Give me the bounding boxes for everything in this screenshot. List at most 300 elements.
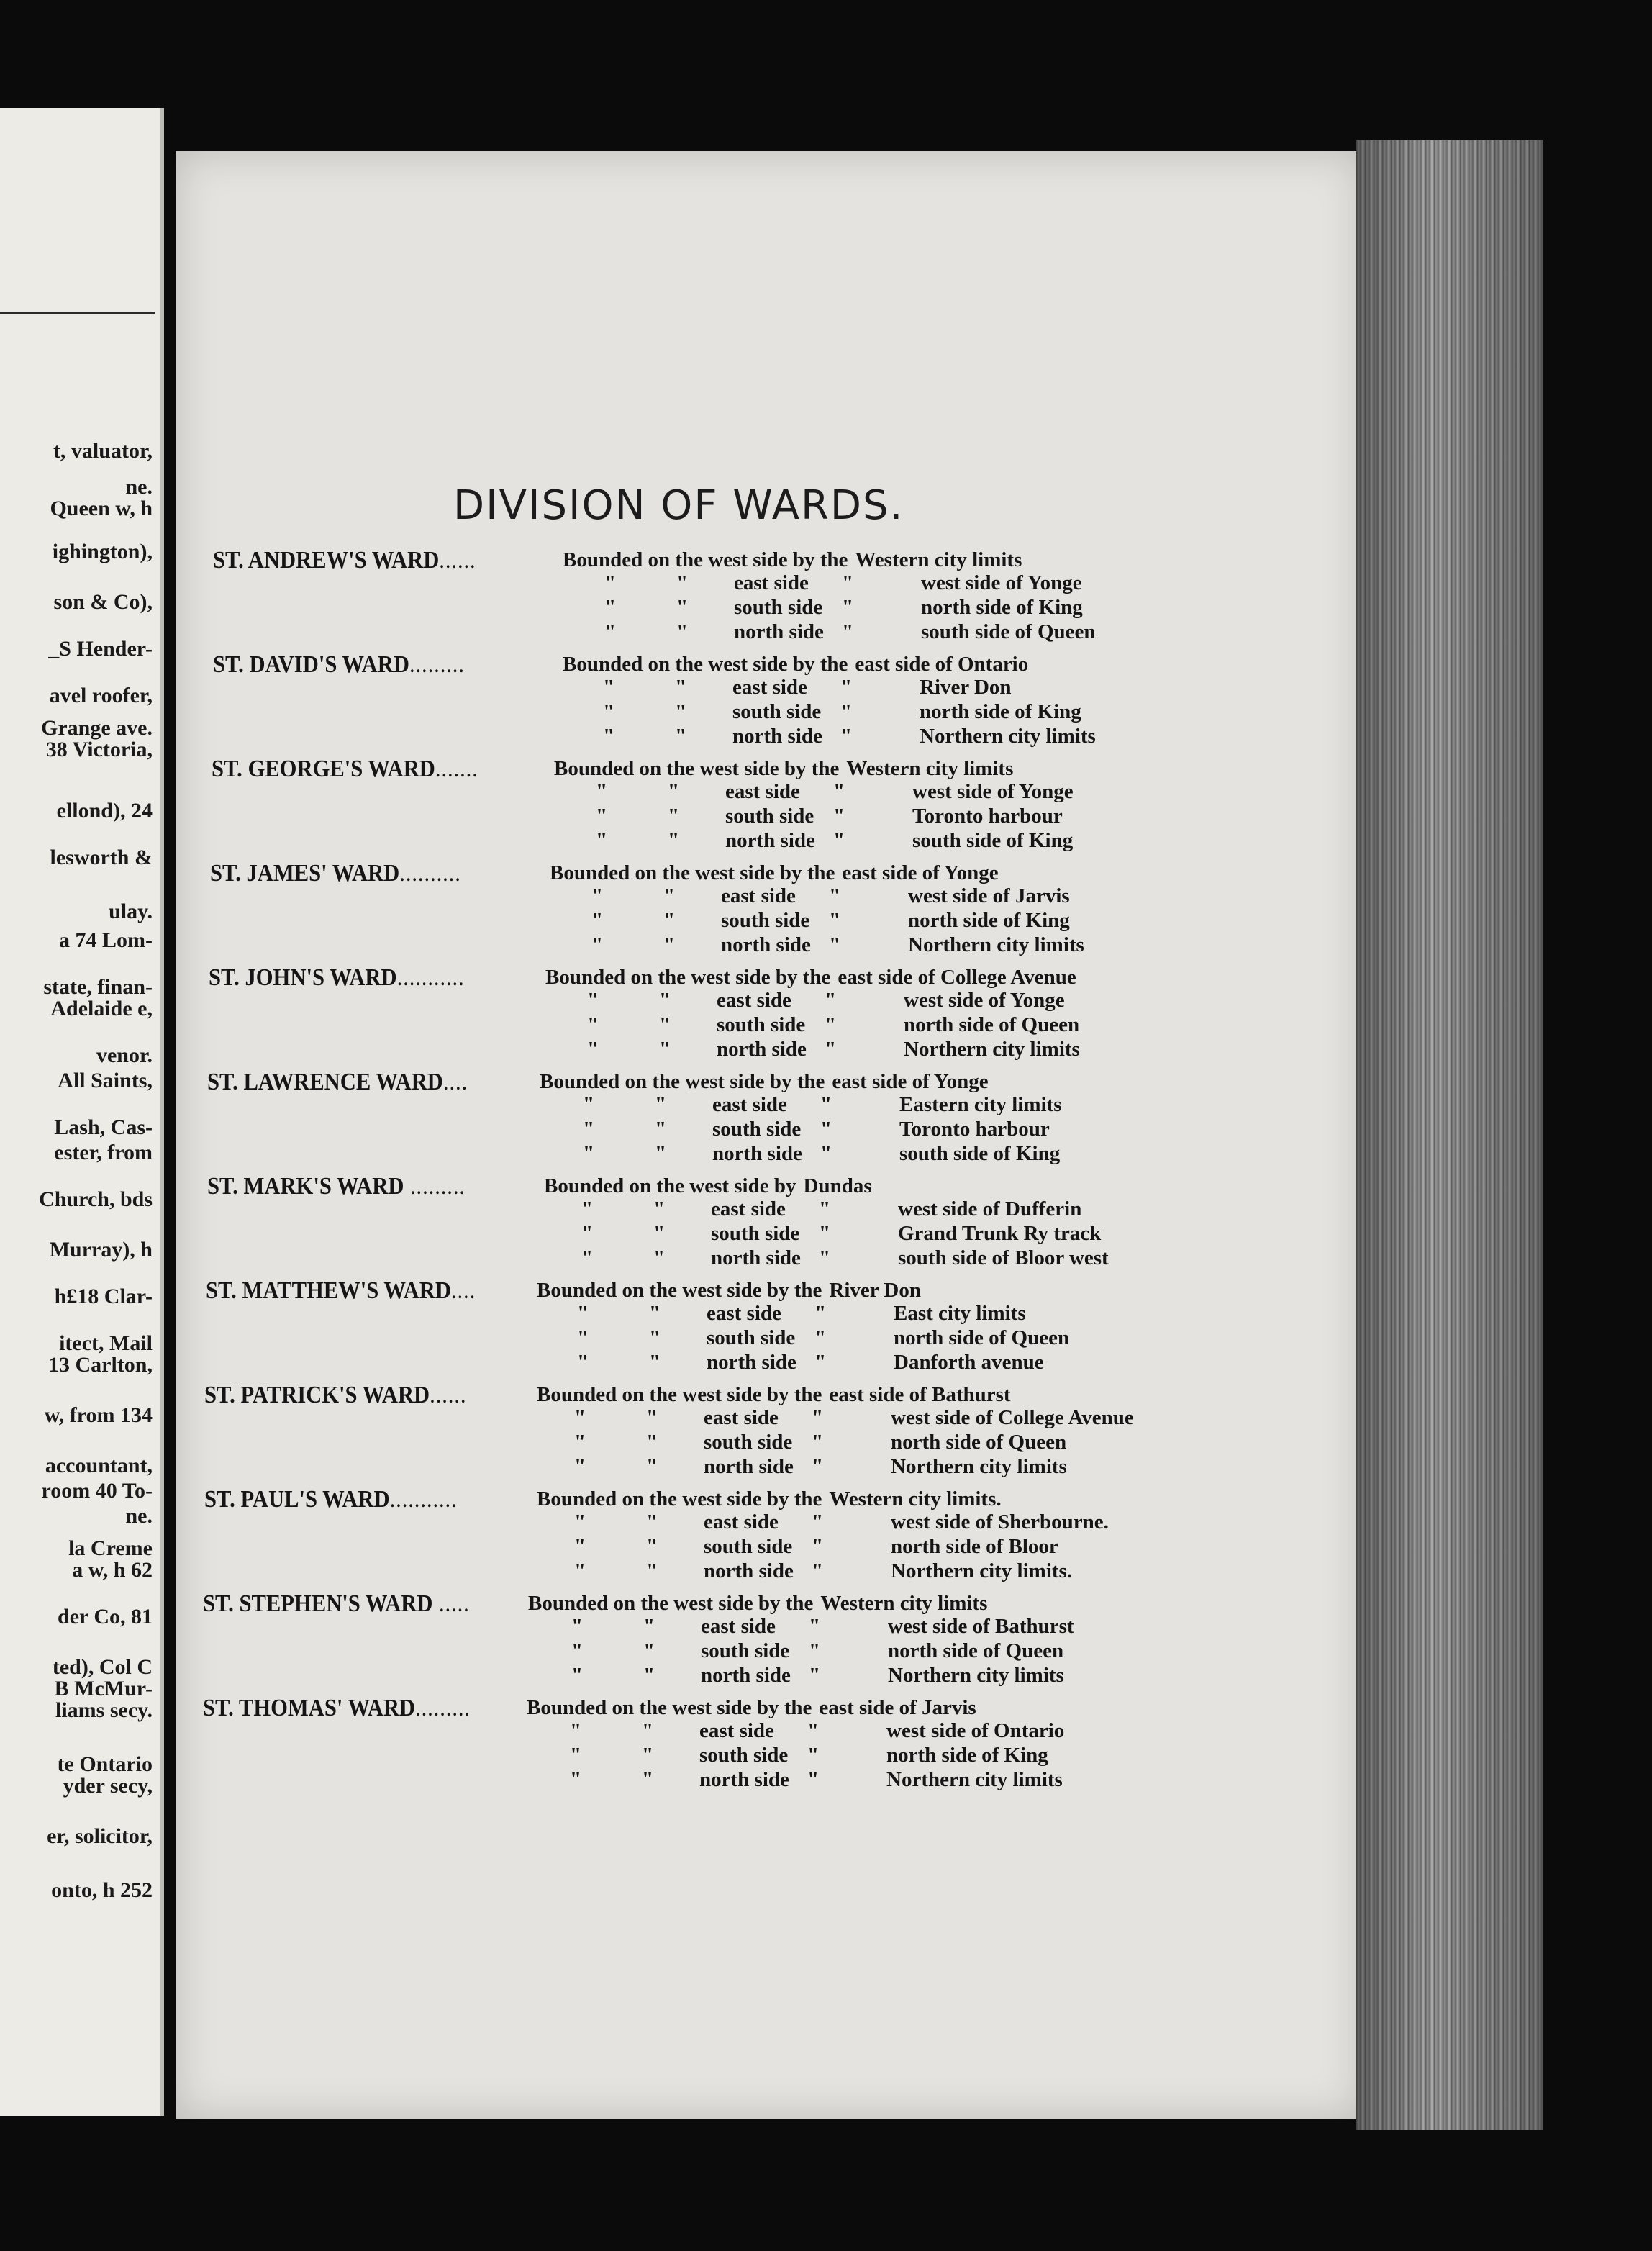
- side-label: south side: [711, 1222, 800, 1245]
- boundary-row: [0, 1719, 1367, 1744]
- boundary-value: north side of Queen: [891, 1431, 1067, 1454]
- side-label: south side: [725, 805, 814, 828]
- boundary-limit: Western city limits.: [829, 1487, 1002, 1511]
- ward-name: [204, 1382, 466, 1409]
- ward-name: [203, 1590, 470, 1618]
- boundary-row: [0, 596, 1367, 620]
- ditto-mark: ": [646, 1535, 658, 1558]
- ditto-mark: ": [581, 1222, 594, 1245]
- boundary-row: [0, 1246, 1367, 1271]
- side-label: north side: [725, 829, 815, 852]
- ward-name-text: ST. LAWRENCE WARD: [207, 1069, 443, 1095]
- boundary-value: Northern city limits: [888, 1664, 1064, 1687]
- side-label: east side: [704, 1511, 779, 1534]
- left-page-line: state, finan-: [43, 975, 153, 999]
- ward-leader-dots: ....: [450, 1277, 476, 1304]
- page-title: DIVISION OF WARDS.: [453, 482, 904, 529]
- ditto-mark: ": [833, 805, 845, 828]
- ward-name: [209, 964, 465, 992]
- boundary-value: north side of King: [921, 596, 1083, 619]
- boundary-value: East city limits: [894, 1302, 1026, 1325]
- ditto-mark: ": [812, 1511, 824, 1534]
- ditto-mark: ": [676, 620, 689, 643]
- ditto-mark: ": [842, 596, 854, 619]
- left-page-line: lesworth &: [50, 846, 153, 869]
- boundary-value: north side of King: [908, 909, 1070, 932]
- boundary-value: north side of Queen: [888, 1639, 1064, 1662]
- ditto-mark: ": [819, 1222, 831, 1245]
- ward-name-text: ST. JAMES' WARD: [210, 860, 400, 887]
- ward-name: [203, 1695, 471, 1722]
- ward-name: [207, 1069, 468, 1096]
- ward-leader-dots: ...........: [396, 964, 465, 991]
- side-label: east side: [725, 780, 800, 803]
- ditto-mark: ": [812, 1535, 824, 1558]
- left-page-line: 38 Victoria,: [45, 738, 153, 761]
- ditto-mark: ": [583, 1093, 595, 1116]
- boundary-value: west side of Yonge: [912, 780, 1074, 803]
- side-label: south side: [734, 596, 823, 619]
- ditto-mark: ": [642, 1744, 654, 1767]
- ditto-mark: ": [649, 1302, 661, 1325]
- ditto-mark: ": [820, 1118, 832, 1141]
- ditto-mark: ": [820, 1142, 832, 1165]
- left-page-line: ne.: [125, 475, 153, 499]
- left-page-line: ne.: [125, 1504, 153, 1528]
- ward-name-text: ST. GEORGE'S WARD: [212, 756, 435, 782]
- left-page-line: w, from 134: [44, 1403, 153, 1427]
- left-page-line: onto, h 252: [51, 1878, 153, 1902]
- left-page-line: B McMur-: [54, 1677, 153, 1700]
- ditto-mark: ": [807, 1768, 820, 1791]
- ditto-mark: ": [646, 1406, 658, 1429]
- ditto-mark: ": [819, 1246, 831, 1269]
- left-page-line: ted), Col C: [52, 1655, 153, 1679]
- ward-name-text: ST. MARK'S WARD: [207, 1173, 404, 1200]
- boundary-row: [0, 1351, 1367, 1375]
- boundary-value: north side of King: [920, 700, 1081, 723]
- ditto-mark: ": [642, 1768, 654, 1791]
- ditto-mark: ": [571, 1615, 584, 1638]
- boundary-value: Danforth avenue: [894, 1351, 1044, 1374]
- ditto-mark: ": [819, 1197, 831, 1220]
- boundary-limit: River Don: [829, 1279, 921, 1302]
- left-page-line: room 40 To-: [41, 1479, 153, 1503]
- left-page-line: te Ontario: [57, 1752, 153, 1776]
- boundary-row: [0, 1535, 1367, 1559]
- side-label: south side: [704, 1535, 793, 1558]
- boundary-row: [0, 700, 1367, 725]
- ward-name: [204, 1486, 458, 1513]
- ward-leader-dots: .........: [404, 1173, 466, 1200]
- boundary-row: [0, 1013, 1367, 1038]
- side-label: south side: [699, 1744, 789, 1767]
- left-page-line: _S Hender-: [48, 637, 153, 661]
- boundary-value: west side of Yonge: [921, 571, 1082, 594]
- ward-entry: [0, 1486, 1367, 1590]
- ward-name-text: ST. JOHN'S WARD: [209, 964, 397, 991]
- side-label: east side: [704, 1406, 779, 1429]
- ditto-mark: ": [604, 571, 617, 594]
- ditto-mark: ": [653, 1222, 666, 1245]
- ditto-mark: ": [840, 725, 853, 748]
- boundary-row: [0, 1455, 1367, 1480]
- side-label: north side: [717, 1038, 807, 1061]
- ditto-mark: ": [825, 1013, 837, 1036]
- ditto-mark: ": [591, 933, 604, 956]
- boundary-value: west side of College Avenue: [891, 1406, 1134, 1429]
- boundary-row: [0, 989, 1367, 1013]
- boundary-row: [0, 1093, 1367, 1118]
- boundary-value: Northern city limits: [908, 933, 1084, 956]
- ditto-mark: ": [603, 676, 615, 699]
- boundary-row: [0, 1222, 1367, 1246]
- boundary-limit: east side of Yonge: [842, 861, 999, 884]
- boundary-value: west side of Dufferin: [898, 1197, 1082, 1220]
- ward-leader-dots: .........: [409, 651, 465, 678]
- side-label: east side: [732, 676, 807, 699]
- side-label: north side: [701, 1664, 791, 1687]
- side-label: east side: [734, 571, 809, 594]
- boundary-row: [0, 1511, 1367, 1535]
- ditto-mark: ": [812, 1406, 824, 1429]
- boundary-text: Bounded on the west side by the: [563, 653, 848, 676]
- ditto-mark: ": [809, 1615, 821, 1638]
- side-label: north side: [711, 1246, 801, 1269]
- side-label: north side: [699, 1768, 789, 1791]
- ward-name-text: ST. STEPHEN'S WARD: [203, 1590, 433, 1617]
- boundary-row: [0, 884, 1367, 909]
- left-page-line: avel roofer,: [49, 684, 153, 707]
- left-page-line: der Co, 81: [58, 1605, 153, 1629]
- boundary-value: Northern city limits.: [891, 1559, 1073, 1582]
- boundary-value: Grand Trunk Ry track: [898, 1222, 1102, 1245]
- ditto-mark: ": [574, 1455, 586, 1478]
- ward-boundary-west: [528, 1592, 987, 1616]
- boundary-row: [0, 1197, 1367, 1222]
- ditto-mark: ": [663, 933, 676, 956]
- ditto-mark: ": [603, 700, 615, 723]
- ditto-mark: ": [676, 596, 689, 619]
- ditto-mark: ": [663, 909, 676, 932]
- side-label: south side: [707, 1326, 796, 1349]
- boundary-value: west side of Jarvis: [908, 884, 1070, 907]
- side-label: south side: [701, 1639, 790, 1662]
- boundary-row: [0, 1744, 1367, 1768]
- ward-entry: [0, 1069, 1367, 1173]
- ditto-mark: ": [581, 1197, 594, 1220]
- left-page-line: All Saints,: [58, 1069, 153, 1092]
- left-page-line: Murray), h: [49, 1238, 153, 1262]
- ditto-mark: ": [574, 1511, 586, 1534]
- ditto-mark: ": [659, 1013, 671, 1036]
- side-label: east side: [712, 1093, 787, 1116]
- boundary-row: [0, 1639, 1367, 1664]
- side-label: south side: [721, 909, 810, 932]
- boundary-text: Bounded on the west side by the: [563, 548, 848, 571]
- ditto-mark: ": [655, 1118, 667, 1141]
- ditto-mark: ": [829, 909, 841, 932]
- ditto-mark: ": [587, 1013, 599, 1036]
- left-page-line: a w, h 62: [72, 1558, 153, 1582]
- boundary-value: north side of Queen: [894, 1326, 1070, 1349]
- ditto-mark: ": [571, 1664, 584, 1687]
- side-label: south side: [717, 1013, 806, 1036]
- boundary-value: north side of King: [886, 1744, 1048, 1767]
- ditto-mark: ": [596, 780, 608, 803]
- ditto-mark: ": [807, 1719, 820, 1742]
- left-page-line: ester, from: [54, 1141, 153, 1164]
- boundary-value: south side of Bloor west: [898, 1246, 1109, 1269]
- ditto-mark: ": [603, 725, 615, 748]
- ditto-mark: ": [659, 989, 671, 1012]
- ditto-mark: ": [643, 1664, 655, 1687]
- boundary-value: south side of King: [912, 829, 1074, 852]
- boundary-row: [0, 933, 1367, 958]
- ditto-mark: ": [570, 1768, 582, 1791]
- ward-boundary-west: [544, 1174, 872, 1198]
- boundary-value: south side of King: [899, 1142, 1061, 1165]
- ward-entry: [0, 1382, 1367, 1486]
- boundary-value: west side of Yonge: [904, 989, 1065, 1012]
- side-label: north side: [732, 725, 822, 748]
- side-label: east side: [711, 1197, 786, 1220]
- ward-boundary-west: [563, 548, 1022, 572]
- left-page-line: venor.: [96, 1043, 153, 1067]
- ditto-mark: ": [812, 1455, 824, 1478]
- ditto-mark: ": [649, 1351, 661, 1374]
- side-label: north side: [734, 620, 824, 643]
- ditto-mark: ": [591, 884, 604, 907]
- left-page-line: 13 Carlton,: [48, 1353, 153, 1377]
- side-label: east side: [699, 1719, 774, 1742]
- ward-name: [207, 1173, 466, 1200]
- boundary-row: [0, 1615, 1367, 1639]
- side-label: north side: [712, 1142, 802, 1165]
- ward-name: [212, 756, 478, 783]
- ditto-mark: ": [814, 1302, 827, 1325]
- side-label: east side: [717, 989, 791, 1012]
- ward-entry: [0, 651, 1367, 756]
- ditto-mark: ": [814, 1351, 827, 1374]
- ditto-mark: ": [591, 909, 604, 932]
- ditto-mark: ": [646, 1511, 658, 1534]
- ditto-mark: ": [570, 1744, 582, 1767]
- ditto-mark: ": [833, 780, 845, 803]
- boundary-text: Bounded on the west side by the: [550, 861, 835, 884]
- ward-entry: [0, 1695, 1367, 1799]
- ditto-mark: ": [604, 620, 617, 643]
- ditto-mark: ": [653, 1246, 666, 1269]
- ditto-mark: ": [842, 620, 854, 643]
- ward-boundary-west: [554, 757, 1013, 781]
- ditto-mark: ": [829, 884, 841, 907]
- boundary-limit: east side of Ontario: [855, 653, 1029, 676]
- boundary-limit: east side of Bathurst: [829, 1383, 1011, 1406]
- ward-boundary-west: [563, 653, 1028, 676]
- ditto-mark: ": [809, 1664, 821, 1687]
- boundary-row: [0, 1326, 1367, 1351]
- page-edge: [1356, 140, 1543, 2130]
- boundary-row: [0, 1142, 1367, 1167]
- ditto-mark: ": [574, 1559, 586, 1582]
- boundary-value: Northern city limits: [920, 725, 1096, 748]
- ditto-mark: ": [840, 676, 853, 699]
- boundary-text: Bounded on the west side by the: [527, 1696, 812, 1719]
- boundary-row: [0, 909, 1367, 933]
- ditto-mark: ": [812, 1431, 824, 1454]
- ditto-mark: ": [577, 1302, 589, 1325]
- boundary-text: Bounded on the west side by the: [537, 1487, 822, 1511]
- ward-boundary-west: [550, 861, 999, 885]
- ditto-mark: ": [675, 676, 687, 699]
- boundary-limit: Western city limits: [820, 1592, 988, 1615]
- ditto-mark: ": [581, 1246, 594, 1269]
- left-page-line: itect, Mail: [59, 1331, 153, 1355]
- side-label: east side: [721, 884, 796, 907]
- boundary-row: [0, 1768, 1367, 1793]
- ditto-mark: ": [596, 805, 608, 828]
- ditto-mark: ": [577, 1326, 589, 1349]
- ditto-mark: ": [583, 1142, 595, 1165]
- boundary-value: north side of Queen: [904, 1013, 1080, 1036]
- ward-name-text: ST. ANDREW'S WARD: [213, 547, 440, 574]
- ditto-mark: ": [649, 1326, 661, 1349]
- boundary-row: [0, 676, 1367, 700]
- boundary-row: [0, 1431, 1367, 1455]
- ditto-mark: ": [829, 933, 841, 956]
- boundary-value: River Don: [920, 676, 1012, 699]
- ward-entry: [0, 547, 1367, 651]
- left-page-line: liams secy.: [55, 1698, 153, 1722]
- ward-leader-dots: .....: [432, 1590, 470, 1617]
- side-label: south side: [732, 700, 822, 723]
- ward-leader-dots: ...........: [389, 1486, 458, 1513]
- boundary-value: Eastern city limits: [899, 1093, 1062, 1116]
- side-label: south side: [712, 1118, 802, 1141]
- ward-leader-dots: .........: [415, 1695, 471, 1721]
- ditto-mark: ": [646, 1455, 658, 1478]
- left-page-line: accountant,: [45, 1454, 153, 1477]
- boundary-limit: Western city limits: [846, 757, 1014, 780]
- side-label: south side: [704, 1431, 793, 1454]
- left-page-line: Church, bds: [39, 1187, 153, 1211]
- ditto-mark: ": [825, 1038, 837, 1061]
- boundary-value: Toronto harbour: [899, 1118, 1050, 1141]
- ditto-mark: ": [604, 596, 617, 619]
- boundary-value: west side of Sherbourne.: [891, 1511, 1109, 1534]
- boundary-value: north side of Bloor: [891, 1535, 1058, 1558]
- left-page-line: la Creme: [68, 1536, 153, 1560]
- boundary-value: Toronto harbour: [912, 805, 1063, 828]
- boundary-value: south side of Queen: [921, 620, 1096, 643]
- ditto-mark: ": [668, 780, 680, 803]
- boundary-value: west side of Bathurst: [888, 1615, 1074, 1638]
- side-label: east side: [707, 1302, 781, 1325]
- boundary-value: Northern city limits: [886, 1768, 1063, 1791]
- ward-entry: [0, 1173, 1367, 1277]
- ward-leader-dots: ......: [430, 1382, 467, 1408]
- ditto-mark: ": [587, 989, 599, 1012]
- boundary-row: [0, 1038, 1367, 1062]
- ditto-mark: ": [571, 1639, 584, 1662]
- ditto-mark: ": [643, 1639, 655, 1662]
- ditto-mark: ": [653, 1197, 666, 1220]
- boundary-text: Bounded on the west side by the: [545, 966, 831, 989]
- boundary-row: [0, 725, 1367, 749]
- ward-name-text: ST. THOMAS' WARD: [203, 1695, 416, 1721]
- side-label: north side: [704, 1455, 794, 1478]
- boundary-limit: east side of College Avenue: [838, 966, 1076, 989]
- boundary-text: Bounded on the west side by the: [540, 1070, 825, 1093]
- left-page-line: a 74 Lom-: [59, 928, 153, 952]
- header-rule: [0, 312, 155, 314]
- left-page-line: er, solicitor,: [47, 1824, 153, 1848]
- boundary-row: [0, 829, 1367, 853]
- ditto-mark: ": [642, 1719, 654, 1742]
- left-page-line: Adelaide e,: [50, 997, 153, 1020]
- side-label: north side: [707, 1351, 796, 1374]
- ditto-mark: ": [655, 1093, 667, 1116]
- ditto-mark: ": [825, 989, 837, 1012]
- ditto-mark: ": [570, 1719, 582, 1742]
- left-page-line: Queen w, h: [50, 497, 153, 520]
- ward-name-text: ST. MATTHEW'S WARD: [206, 1277, 451, 1304]
- left-page-line: Grange ave.: [41, 716, 153, 740]
- ditto-mark: ": [583, 1118, 595, 1141]
- ward-boundary-west: [537, 1487, 1002, 1511]
- boundary-value: west side of Ontario: [886, 1719, 1065, 1742]
- ward-name-text: ST. PATRICK'S WARD: [204, 1382, 430, 1408]
- ditto-mark: ": [812, 1559, 824, 1582]
- boundary-limit: Western city limits: [855, 548, 1022, 571]
- ward-leader-dots: ....: [442, 1069, 468, 1095]
- ditto-mark: ": [814, 1326, 827, 1349]
- boundary-row: [0, 1664, 1367, 1688]
- ward-leader-dots: .......: [435, 756, 478, 782]
- ward-entry: [0, 1590, 1367, 1695]
- left-page-line: ellond), 24: [56, 799, 153, 823]
- boundary-value: Northern city limits: [904, 1038, 1080, 1061]
- ditto-mark: ": [675, 700, 687, 723]
- ditto-mark: ": [574, 1406, 586, 1429]
- ward-entry: [0, 860, 1367, 964]
- ward-boundary-west: [540, 1070, 989, 1094]
- ward-name: [213, 547, 476, 574]
- ward-name: [213, 651, 465, 679]
- ditto-mark: ": [659, 1038, 671, 1061]
- boundary-value: Northern city limits: [891, 1455, 1067, 1478]
- left-page-line: t, valuator,: [53, 439, 153, 463]
- ward-boundary-west: [527, 1696, 976, 1720]
- ditto-mark: ": [574, 1431, 586, 1454]
- left-page-line: h£18 Clar-: [54, 1285, 153, 1308]
- left-page-line: ulay.: [109, 900, 153, 923]
- ward-leader-dots: ..........: [399, 860, 461, 887]
- ditto-mark: ": [668, 829, 680, 852]
- ditto-mark: ": [668, 805, 680, 828]
- boundary-text: Bounded on the west side by the: [554, 757, 840, 780]
- boundary-text: Bounded on the west side by the: [528, 1592, 814, 1615]
- ward-entry: [0, 964, 1367, 1069]
- ward-entry: [0, 1277, 1367, 1382]
- ward-name: [210, 860, 461, 887]
- left-page-line: ighington),: [52, 540, 153, 563]
- side-label: north side: [704, 1559, 794, 1582]
- ditto-mark: ": [655, 1142, 667, 1165]
- boundary-row: [0, 1118, 1367, 1142]
- boundary-limit: east side of Yonge: [832, 1070, 989, 1093]
